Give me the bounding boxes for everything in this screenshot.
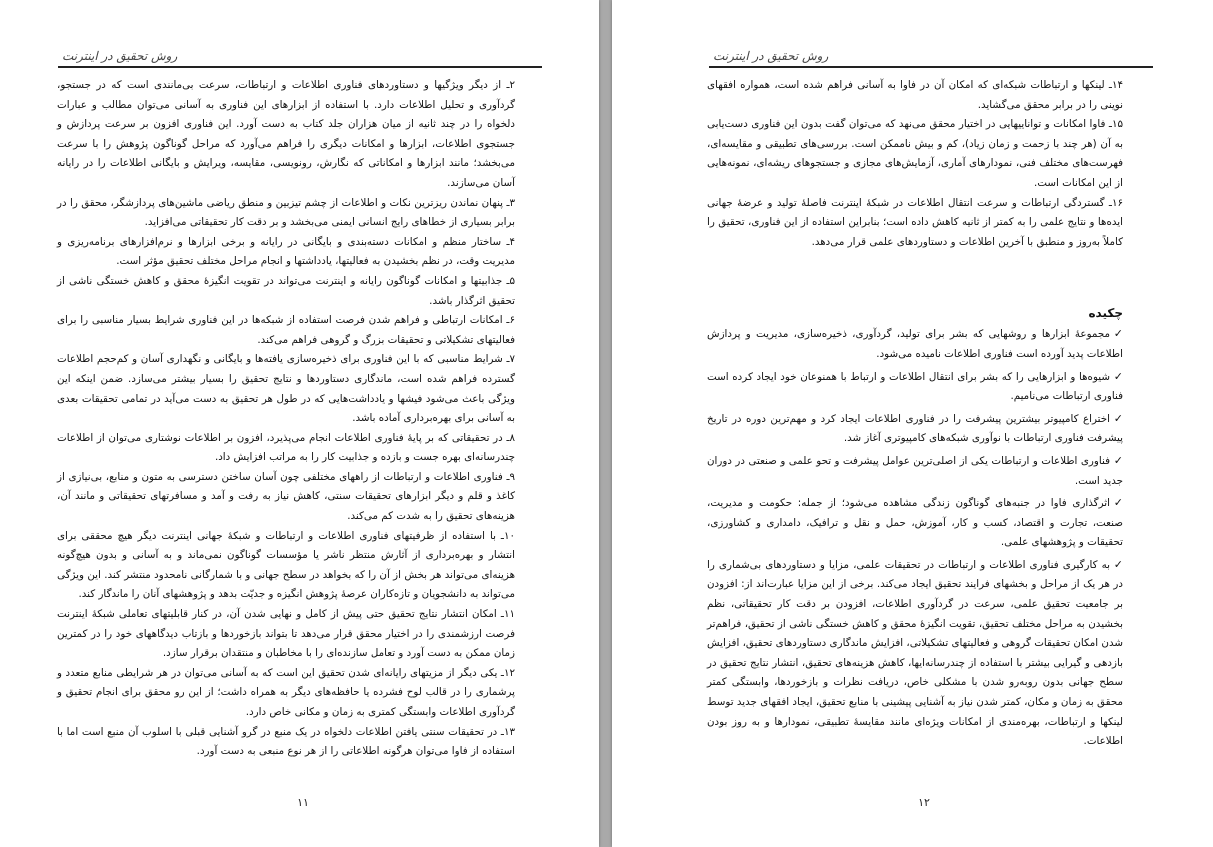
paragraph: ۵ـ جذابیتها و امکانات گوناگون رایانه و اینترنت می‌تواند در تقویت انگیزهٔ محقق و کاهش خستگی ناشی از تحقیق اثرگذار باشد. — [57, 274, 515, 307]
abstract-item-text: اختراع کامپیوتر بیشترین پیشرفت را در فناوری اطلاعات ایجاد کرد و مهم‌ترین دوره در تاریخ پیشرفت فناوری ارتباطات با نوآوری شبکه‌های کامپیوتری آغاز شد. — [707, 412, 1123, 445]
abstract-item — [707, 367, 1123, 407]
abstract-item — [707, 409, 1123, 449]
right-page — [612, 0, 1213, 847]
abstract-item — [707, 451, 1123, 491]
paragraph: ۲ـ از دیگر ویژگیها و دستاوردهای فناوری اطلاعات و ارتباطات، سرعت بی‌مانندی است که در جستجو، گردآوری و تحلیل اطلاعات دارد. با استفاده از ابزارهای این فناوری به آسانی می‌توان مطالب و عبارات دلخواه را در چند ثانیه از میان هزاران جلد کتاب به دست آورد. این فناوری افزون بر سرعت پردازش و جستجوی اطلاعات، ابزارها و امکانات دیگری را فراهم می‌آورد که مراحل گوناگون پژوهش را با سرعت می‌بخشد؛ مانند ابزارها و امکاناتی که نگارش، رونویسی، مقایسه، ویرایش و بایگانی اطلاعات را در رایانه آسان می‌سازند. — [57, 79, 515, 189]
running-header — [709, 36, 1153, 68]
abstract-item-text: فناوری اطلاعات و ارتباطات یکی از اصلی‌ترین عوامل پیشرفت و تحو علمی و صنعتی در دوران جدید است. — [707, 454, 1123, 487]
paragraph: ۳ـ پنهان نماندن ریزترین نکات و اطلاعات از چشم تیزبین و منطق ریاضی ماشین‌های پردازشگر، محقق را در برابر بسیاری از خطاهای رایج انسانی ایمنی می‌بخشد و بر دقت کار تحقیقاتی می‌افزاید. — [57, 196, 515, 229]
paragraph: ۱۳ـ در تحقیقات سنتی یافتن اطلاعات دلخواه در یک منبع در گرو آشنایی قبلی با اسلوب آن منبع است اما با استفاده از فاوا می‌توان هرگونه اطلاعاتی را از هر نوع منبعی به دست آورد. — [57, 725, 515, 758]
paragraph: ۶ـ امکانات ارتباطی و فراهم شدن فرصت استفاده از شبکه‌ها در این فناوری شرایط بسیار مناسبی را برای فعالیتهای تشکیلاتی و تحقیقات بزرگ و گروهی فراهم می‌کند. — [57, 314, 515, 346]
paragraph: ۸ـ در تحقیقاتی که بر پایهٔ فناوری اطلاعات انجام می‌پذیرد، افزون بر اطلاعات نوشتاری می‌توان از اطلاعات چندرسانه‌ای بهره جست و بازده و جذابیت کار را به مراتب افزایش داد. — [57, 431, 515, 464]
abstract-item-text: شیوه‌ها و ابزارهایی را که بشر برای انتقال اطلاعات و ارتباط با همنوعان خود ایجاد کرده است فناوری ارتباطات می‌نامیم. — [707, 370, 1123, 403]
page-number: ۱۲ — [918, 796, 930, 809]
abstract-heading: چکیده — [1088, 306, 1123, 321]
checkmark-icon: ✓ — [1113, 453, 1123, 467]
abstract-item-text: اثرگذاری فاوا در جنبه‌های گوناگون زندگی مشاهده می‌شود؛ از جمله: حکومت و مدیریت، صنعت، تجارت و اقتصاد، کسب و کار، آموزش، حمل و نقل و ترافیک، دامداری و کشاورزی، تحقیقات و پژوهشهای علمی. — [707, 497, 1123, 549]
checkmark-icon: ✓ — [1113, 557, 1123, 571]
paragraph: ۱۰ـ با استفاده از ظرفیتهای فناوری اطلاعات و ارتباطات و شبکهٔ جهانی اینترنت دیگر هیچ محققی برای انتشار و بهره‌برداری از آثارش منتظر ناشر یا مؤسسات گوناگون نمی‌ماند و به آسانی و بدون هیچ‌گونه هزینه‌ای می‌تواند هر بخش از آن را که بخواهد در سطح جهانی و با شمارگانی نامحدود منتشر کند. این ویژگی می‌تواند به دانشجویان و تازه‌کاران عرصهٔ پژوهش انگیزه و جدیّت بدهد و پژوهشهای آنان را ماندگار کند. — [57, 529, 515, 601]
paragraph: ۱۵ـ فاوا امکانات و تواناییهایی در اختیار محقق می‌نهد که می‌توان گفت بدون این فناوری دست‌یابی به آن (هر چند با زحمت و زمان زیاد)، کم و بیش ناممکن است. بررسی‌های تطبیقی و مقایسه‌ای، فهرست‌های مختلف فنی، نمودارهای آماری، آزمایش‌های مجازی و جستجوهای ریشه‌ای، نمونه‌هایی از این امکانات است. — [707, 118, 1123, 189]
checkmark-icon: ✓ — [1113, 327, 1123, 341]
abstract-item — [707, 324, 1123, 364]
header-title: روش تحقیق در اینترنت — [62, 49, 178, 63]
checkmark-icon: ✓ — [1113, 411, 1123, 425]
paragraph: ۷ـ شرایط مناسبی که با این فناوری برای ذخیره‌سازی یافته‌ها و بایگانی و نگهداری آسان و کم‌حجم اطلاعات گسترده فراهم شده است، ماندگاری دستاوردها و نتایج تحقیق را بسیار بیشتر می‌سازد. ضمن اینکه این ویژگی باعث می‌شود فیشها و یادداشت‌هایی که در طول هر تحقیق به دست می‌آید در تمامی تحقیقات بعدی به آسانی برای بهره‌برداری آماده باشد. — [57, 353, 515, 425]
paragraph: ۹ـ فناوری اطلاعات و ارتباطات از راههای مختلفی چون آسان ساختن دسترسی به متون و منابع، بی‌نیازی از کاغذ و قلم و دیگر ابزارهای تحقیقات سنتی، کاهش نیاز به رفت و آمد و مسافرتهای تحقیقاتی و مانند آن، هزینه‌های تحقیق را به شدت کم می‌کند. — [57, 470, 515, 523]
paragraph: ۱۱ـ امکان انتشار نتایج تحقیق حتی پیش از کامل و نهایی شدن آن، در کنار قابلیتهای تعاملی شبکهٔ اینترنت فرصت ارزشمندی را در اختیار محقق قرار می‌دهد تا بتواند بازخوردها و بازتاب دیدگاههای خود را در کمترین زمان ممکن به دست آورد و تعامل سازنده‌ای را با مخاطبان و منتقدان برقرار سازد. — [57, 608, 515, 660]
left-page-body — [57, 76, 515, 762]
paragraph: ۱۶ـ گستردگی ارتباطات و سرعت انتقال اطلاعات در شبکهٔ اینترنت فاصلهٔ تولید و عرضهٔ جهانی ایده‌ها و نتایج علمی را به کمتر از ثانیه کاهش داده است؛ بنابراین استفاده از این فناوری، تحقیق را کاملاً به‌روز و منطبق با آخرین اطلاعات و دستاوردهای علمی قرار می‌دهد. — [707, 196, 1123, 248]
checkmark-icon: ✓ — [1113, 369, 1123, 383]
abstract-item — [707, 493, 1123, 553]
abstract-item-text: به کارگیری فناوری اطلاعات و ارتباطات در تحقیقات علمی، مزایا و دستاوردهای بی‌شماری را در هر یک از مراحل و بخشهای فرایند تحقیق ایجاد می‌کند. برخی از این مزایا عبارت‌اند از: افزودن بر جامعیت تحقیق علمی، سرعت در گردآوری اطلاعات، افزودن بر دقت کار تحقیقاتی، نظم بخشیدن به مراحل مختلف تحقیق، تقویت انگیزهٔ محقق و کاهش خستگی ناشی از تحقیق، فراهم‌تر شدن امکان تحقیقات گروهی و فعالیتهای تشکیلاتی، افزایش ماندگاری دستاوردهای تحقیق، افزایش بازدهی و گیرایی بیشتر با استفاده از چندرسانه‌ایها، کاهش هزینه‌های تحقیق، انتشار نتایج تحقیق در سطح جهانی بدون روبه‌رو شدن با مشکلی خاص، دریافت نظرات و بازخوردها، وابستگی کمتر محقق به زمان و مکان، کمتر شدن نیاز به آشنایی پیشینی با منابع تحقیق، ایجاد افقهای جدید توسط لینکها و ارتباطات، بهره‌مندی از امکانات ویژه‌ای مانند مقایسهٔ تطبیقی، نمودارها و به روز بودن اطلاعات. — [707, 558, 1123, 748]
paragraph: ۱۴ـ لینکها و ارتباطات شبکه‌ای که امکان آن در فاوا به آسانی فراهم شده است، همواره افقهای نوینی را در برابر محقق می‌گشاید. — [707, 79, 1123, 111]
checkmark-icon: ✓ — [1113, 496, 1123, 510]
left-page — [0, 0, 599, 847]
right-page-body — [707, 76, 1123, 754]
header-title: روش تحقیق در اینترنت — [713, 49, 829, 63]
abstract-item — [707, 555, 1123, 752]
abstract-item-text: مجموعهٔ ابزارها و روشهایی که بشر برای تولید، گردآوری، ذخیره‌سازی، مدیریت و پردازش اطلاعات پدید آورده است فناوری اطلاعات نامیده می‌شود. — [707, 328, 1123, 360]
paragraph: ۱۲ـ یکی دیگر از مزیتهای رایانه‌ای شدن تحقیق این است که به آسانی می‌توان در هر شرایطی منابع متعدد و پرشماری را در قالب لوح فشرده یا حافظه‌های دیگر به همراه داشت؛ از این رو محقق برای انجام تحقیق و گردآوری اطلاعات وابستگی کمتری به زمان و مکانی خاص دارد. — [57, 666, 515, 718]
paragraph: ۴ـ ساختار منظم و امکانات دسته‌بندی و بایگانی در رایانه و برخی ابزارها و نرم‌افزارهای برنامه‌ریزی و مدیریت وقت، در نظم بخشیدن به فعالیتها، یادداشتها و انجام مراحل مختلف تحقیق مؤثر است. — [57, 235, 515, 268]
page-number: ۱۱ — [297, 796, 309, 809]
running-header — [58, 36, 542, 68]
